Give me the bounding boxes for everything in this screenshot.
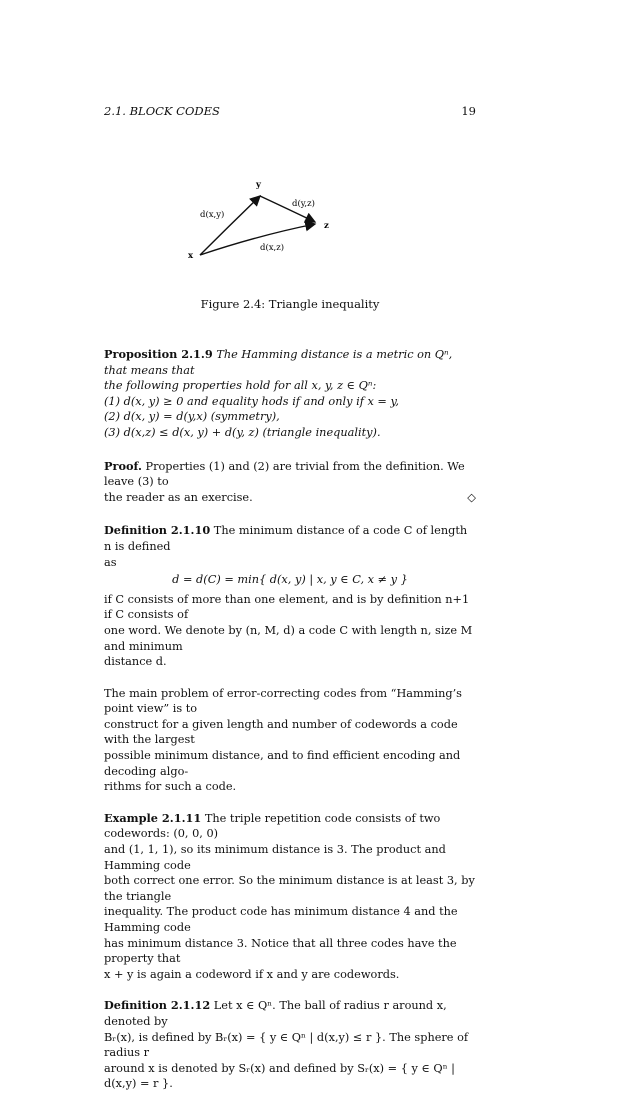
qed-symbol: ◇ bbox=[467, 490, 476, 504]
proof bbox=[104, 459, 476, 506]
vertex-z-label: z bbox=[324, 221, 329, 231]
proposition-line: the following properties hold for all x, y, z ∈ Qⁿ: bbox=[104, 379, 377, 393]
definition-line: one word. We denote by (n, M, d) a code C with length n, size M and minimum bbox=[104, 623, 473, 653]
definition-line: The minimum distance of a code C of length n is defined bbox=[104, 524, 468, 553]
definition-line: if C consists of more than one element, and is by definition n+1 if C consists of bbox=[104, 592, 470, 622]
section-title: 2.1. BLOCK CODES bbox=[104, 104, 220, 118]
example-line: both correct one error. So the minimum distance is at least 3, by the triangle bbox=[104, 874, 475, 903]
proposition-line: The Hamming distance is a metric on Qⁿ, that means that bbox=[104, 348, 453, 377]
example-line: x + y is again a codeword if x and y are codewords. bbox=[104, 967, 400, 981]
edge-x-z bbox=[200, 224, 315, 255]
paragraph-line: possible minimum distance, and to find efficient encoding and decoding algo- bbox=[104, 749, 461, 778]
figure-caption: Figure 2.4: Triangle inequality bbox=[200, 297, 380, 311]
definition-line: around x is denoted by Sᵣ(x) and defined by Sᵣ(x) = { y ∈ Qⁿ | d(x,y) = r }. bbox=[104, 1061, 455, 1091]
proposition-2-1-9 bbox=[104, 347, 476, 441]
main-problem-paragraph bbox=[104, 686, 476, 795]
definition-label: Definition 2.1.12 bbox=[104, 998, 211, 1013]
label-dxy: d(x,y) bbox=[200, 210, 225, 220]
proposition-item-2: (2) d(x, y) = d(y,x) (symmetry), bbox=[104, 410, 280, 424]
vertex-x-label: x bbox=[188, 251, 194, 261]
example-line: and (1, 1, 1), so its minimum distance is 3. The product and Hamming code bbox=[104, 843, 446, 872]
definition-label: Definition 2.1.10 bbox=[104, 523, 211, 538]
label-dyz: d(y,z) bbox=[292, 199, 315, 209]
triangle-diagram bbox=[160, 170, 380, 270]
proposition-item-3: (3) d(x,z) ≤ d(x, y) + d(y, z) (triangle inequality). bbox=[104, 425, 381, 439]
proposition-label: Proposition 2.1.9 bbox=[104, 347, 213, 361]
body-text bbox=[104, 347, 476, 1108]
example-line: The triple repetition code consists of two codewords: (0, 0, 0) bbox=[104, 811, 441, 841]
proof-line: the reader as an exercise. bbox=[104, 490, 253, 504]
example-label: Example 2.1.11 bbox=[104, 810, 202, 825]
vertex-y-label: y bbox=[256, 180, 261, 190]
paragraph-line: rithms for such a code. bbox=[104, 780, 237, 794]
example-line: inequality. The product code has minimum distance 4 and the Hamming code bbox=[104, 905, 458, 934]
definition-2-1-12 bbox=[104, 998, 476, 1092]
definition-line: Let x ∈ Qⁿ. The ball of radius r around x, denoted by bbox=[104, 999, 447, 1028]
example-line: has minimum distance 3. Notice that all three codes have the property that bbox=[104, 936, 457, 966]
paragraph-line: construct for a given length and number of codewords a code with the largest bbox=[104, 717, 458, 747]
running-header bbox=[104, 104, 476, 118]
definition-line: Bᵣ(x), is defined by Bᵣ(x) = { y ∈ Qⁿ | d(x,y) ≤ r }. The sphere of radius r bbox=[104, 1030, 469, 1060]
definition-line: distance d. bbox=[104, 655, 167, 669]
proposition-item-1: (1) d(x, y) ≥ 0 and equality hods if and only if x = y, bbox=[104, 394, 399, 408]
example-2-1-11 bbox=[104, 811, 476, 983]
definition-2-1-10 bbox=[104, 523, 476, 669]
proof-line: Properties (1) and (2) are trivial from the definition. We leave (3) to bbox=[104, 459, 465, 489]
page-number: 19 bbox=[461, 104, 476, 118]
paragraph-line: The main problem of error-correcting codes from “Hamming’s point view” is to bbox=[104, 686, 462, 716]
definition-line: as bbox=[104, 555, 117, 569]
minimum-distance-formula: d = d(C) = min{ d(x, y) | x, y ∈ C, x ≠ y } bbox=[172, 573, 408, 587]
triangle-figure bbox=[160, 170, 380, 270]
label-dxz: d(x,z) bbox=[260, 243, 285, 253]
proof-label: Proof. bbox=[104, 458, 142, 473]
